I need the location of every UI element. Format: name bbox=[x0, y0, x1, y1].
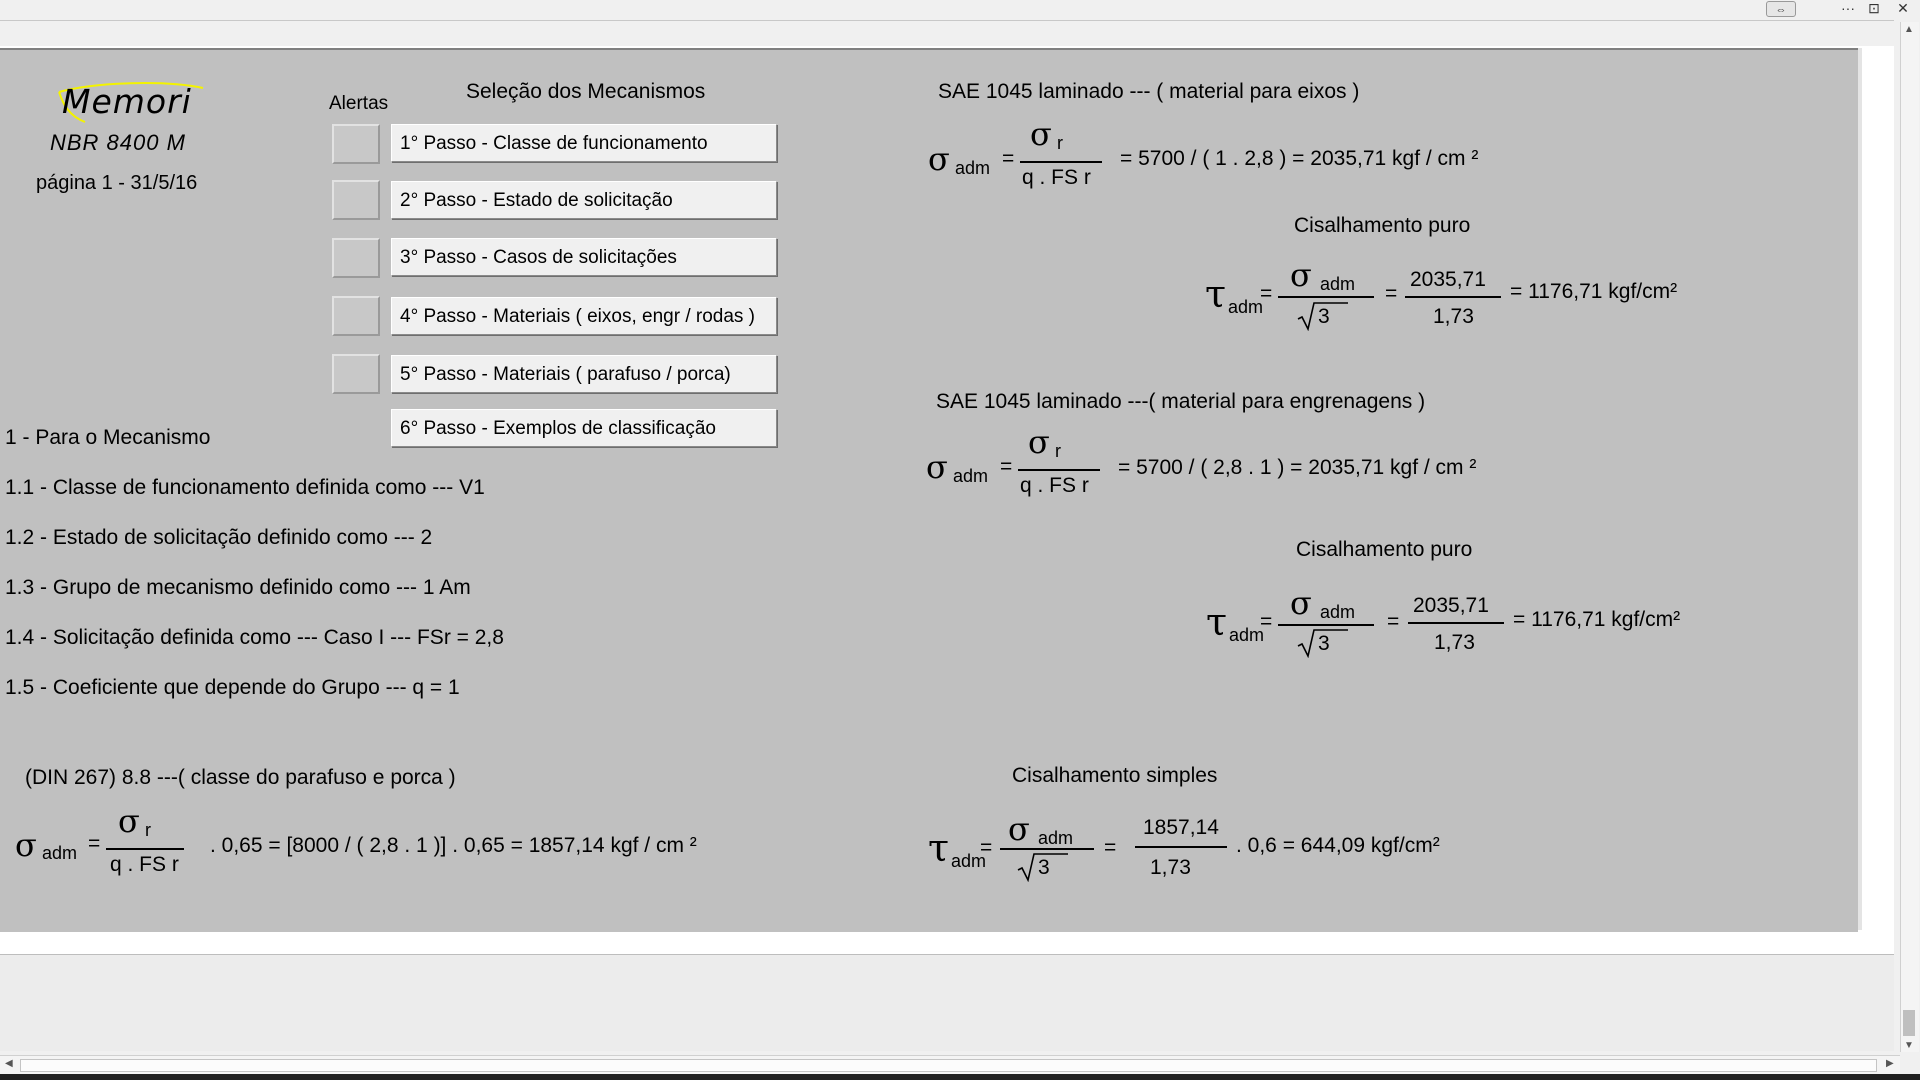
alert-box bbox=[332, 354, 380, 394]
tau-symbol: τ bbox=[1205, 272, 1227, 316]
sigma-symbol: σ bbox=[1030, 115, 1052, 153]
scroll-left-icon[interactable]: ◀ bbox=[5, 1058, 13, 1069]
sub-adm: adm bbox=[1038, 828, 1074, 848]
fraction-bar bbox=[1018, 469, 1100, 471]
eixos-shear-result: = 1176,71 kgf/cm² bbox=[1510, 280, 1678, 303]
sheet-shadow bbox=[1858, 48, 1862, 930]
horizontal-scroll-thumb[interactable] bbox=[20, 1059, 1877, 1072]
equals: = bbox=[1000, 455, 1013, 478]
sub-adm: adm bbox=[955, 158, 991, 178]
shear-numerator: 2035,71 bbox=[1413, 594, 1489, 617]
step-4-button[interactable]: 4° Passo - Materiais ( eixos, engr / rodas ) bbox=[391, 297, 777, 335]
parafuso-result: . 0,65 = [8000 / ( 2,8 . 1 )] . 0,65 = 1857,14 kgf / cm ² bbox=[210, 834, 697, 857]
fraction-bar bbox=[1278, 296, 1374, 298]
shear-numerator: 1857,14 bbox=[1143, 816, 1219, 839]
shear-denominator: 1,73 bbox=[1434, 631, 1475, 654]
app-logo: Memori bbox=[62, 82, 192, 121]
equals: = bbox=[980, 836, 993, 859]
fraction-bar bbox=[1135, 846, 1227, 848]
equals: = bbox=[1260, 282, 1273, 305]
equals: = bbox=[1104, 836, 1117, 859]
norm-label: NBR 8400 M bbox=[50, 130, 186, 155]
denominator: q . FS r bbox=[110, 853, 179, 876]
sub-adm: adm bbox=[951, 851, 987, 871]
sigma-symbol: σ bbox=[1290, 256, 1312, 294]
eixos-result: = 5700 / ( 1 . 2,8 ) = 2035,71 kgf / cm ² bbox=[1120, 147, 1479, 170]
alert-box bbox=[332, 238, 380, 278]
sub-r: r bbox=[145, 820, 151, 840]
lower-panel bbox=[0, 954, 1894, 1051]
parafuso-title: (DIN 267) 8.8 ---( classe do parafuso e porca ) bbox=[25, 766, 456, 789]
fraction-bar bbox=[1278, 624, 1374, 626]
step-2-button[interactable]: 2° Passo - Estado de solicitação bbox=[391, 181, 777, 219]
fraction-bar bbox=[1020, 161, 1102, 163]
equals: = bbox=[1260, 610, 1273, 633]
sub-r: r bbox=[1057, 133, 1063, 153]
window-title-bar bbox=[0, 0, 1920, 20]
alert-box bbox=[332, 296, 380, 336]
denominator: q . FS r bbox=[1020, 474, 1089, 497]
sub-r: r bbox=[1055, 441, 1061, 461]
tau-symbol: τ bbox=[1206, 600, 1228, 644]
fraction-bar bbox=[1405, 296, 1501, 298]
sigma-symbol: σ bbox=[15, 826, 37, 864]
shear-denominator: 1,73 bbox=[1433, 305, 1474, 328]
sigma-symbol: σ bbox=[1290, 584, 1312, 622]
sigma-symbol: σ bbox=[1028, 423, 1050, 461]
restore-button[interactable]: ⇔ bbox=[1766, 1, 1796, 17]
engrenagens-shear-result: = 1176,71 kgf/cm² bbox=[1513, 608, 1681, 631]
equals: = bbox=[1385, 282, 1398, 305]
sigma-symbol: σ bbox=[118, 802, 140, 840]
alerts-label: Alertas bbox=[329, 93, 389, 114]
vertical-scroll-thumb[interactable] bbox=[1903, 1010, 1915, 1036]
shear-numerator: 2035,71 bbox=[1410, 268, 1486, 291]
equals: = bbox=[1002, 147, 1015, 170]
scroll-right-icon[interactable]: ▶ bbox=[1886, 1058, 1894, 1069]
equals: = bbox=[88, 832, 101, 855]
engrenagens-result: = 5700 / ( 2,8 . 1 ) = 2035,71 kgf / cm ² bbox=[1118, 456, 1477, 479]
step-6-button[interactable]: 6° Passo - Exemplos de classificação bbox=[391, 409, 777, 447]
result-line: 1.2 - Estado de solicitação definido como --- 2 bbox=[5, 526, 433, 549]
eixos-title: SAE 1045 laminado --- ( material para eixos ) bbox=[938, 80, 1360, 103]
result-line: 1.3 - Grupo de mecanismo definido como --- 1 Am bbox=[5, 576, 471, 599]
root-value: 3 bbox=[1318, 305, 1330, 328]
maximize-icon[interactable]: ⊡ bbox=[1868, 0, 1880, 16]
sigma-symbol: σ bbox=[1008, 810, 1030, 848]
selection-title: Seleção dos Mecanismos bbox=[466, 80, 706, 103]
step-5-button[interactable]: 5° Passo - Materiais ( parafuso / porca) bbox=[391, 355, 777, 393]
result-line: 1.5 - Coeficiente que depende do Grupo --- q = 1 bbox=[5, 676, 460, 699]
title-divider bbox=[0, 20, 1894, 21]
sigma-symbol: σ bbox=[928, 140, 950, 178]
sub-adm: adm bbox=[1228, 297, 1264, 317]
sub-adm: adm bbox=[1229, 625, 1265, 645]
shear-denominator: 1,73 bbox=[1150, 856, 1191, 879]
engrenagens-title: SAE 1045 laminado ---( material para engrenagens ) bbox=[936, 390, 1426, 413]
fraction-bar bbox=[1408, 622, 1504, 624]
result-line: 1.1 - Classe de funcionamento definida como --- V1 bbox=[5, 476, 485, 499]
close-icon[interactable]: ✕ bbox=[1897, 0, 1909, 16]
alert-box bbox=[332, 124, 380, 164]
result-line: 1.4 - Solicitação definida como --- Caso I --- FSr = 2,8 bbox=[5, 626, 504, 649]
scroll-up-icon[interactable]: ▲ bbox=[1904, 24, 1914, 35]
engrenagens-shear-title: Cisalhamento puro bbox=[1296, 538, 1473, 561]
sub-adm: adm bbox=[1320, 274, 1356, 294]
vertical-scrollbar[interactable] bbox=[1900, 22, 1919, 1052]
sigma-symbol: σ bbox=[926, 448, 948, 486]
bottom-edge bbox=[0, 1074, 1920, 1080]
parafuso-shear-result: . 0,6 = 644,09 kgf/cm² bbox=[1236, 834, 1440, 857]
alert-box bbox=[332, 180, 380, 220]
fraction-bar bbox=[1000, 848, 1094, 850]
step-3-button[interactable]: 3° Passo - Casos de solicitações bbox=[391, 238, 777, 276]
page-info: página 1 - 31/5/16 bbox=[36, 172, 198, 194]
more-icon[interactable]: ··· bbox=[1841, 0, 1855, 16]
root-value: 3 bbox=[1318, 632, 1330, 655]
tau-symbol: τ bbox=[928, 826, 950, 870]
denominator: q . FS r bbox=[1022, 166, 1091, 189]
sub-adm: adm bbox=[42, 843, 78, 863]
scroll-down-icon[interactable]: ▼ bbox=[1904, 1040, 1914, 1051]
mechanism-heading: 1 - Para o Mecanismo bbox=[5, 426, 211, 449]
fraction-bar bbox=[106, 848, 184, 850]
sub-adm: adm bbox=[953, 466, 989, 486]
sub-adm: adm bbox=[1320, 602, 1356, 622]
equals: = bbox=[1387, 610, 1400, 633]
eixos-shear-title: Cisalhamento puro bbox=[1294, 214, 1471, 237]
root-value: 3 bbox=[1038, 856, 1050, 879]
parafuso-shear-title: Cisalhamento simples bbox=[1012, 764, 1218, 787]
step-1-button[interactable]: 1° Passo - Classe de funcionamento bbox=[391, 124, 777, 162]
